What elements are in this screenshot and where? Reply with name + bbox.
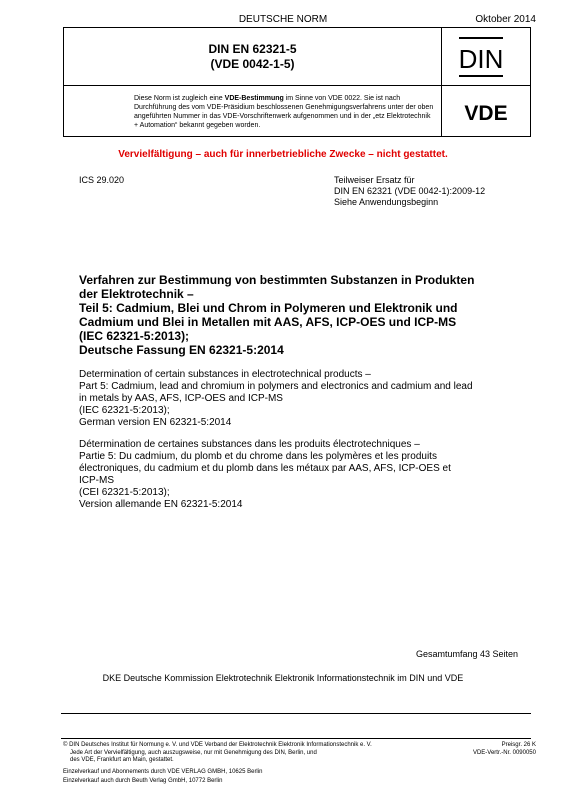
header-box-bottom <box>63 85 531 137</box>
replacement-line: Teilweiser Ersatz für <box>334 175 415 185</box>
title-line: Deutsche Fassung EN 62321-5:2014 <box>79 343 284 357</box>
header-divider-lower <box>441 86 442 136</box>
title-line: Verfahren zur Bestimmung von bestimmten Substanzen in Produkten <box>79 273 475 287</box>
din-logo <box>459 37 503 77</box>
title-line: Determination of certain substances in electrotechnical products – <box>79 369 371 380</box>
vde-vertr-nr: VDE-Vertr.-Nr. 0090050 <box>472 749 536 756</box>
title-line: (IEC 62321-5:2013); <box>79 405 170 416</box>
vde-logo-graphic <box>449 102 524 122</box>
document-number-vde: (VDE 0042-1-5) <box>210 57 295 71</box>
sales-info-vde: Einzelverkauf und Abonnements durch VDE VERLAG GMBH, 10625 Berlin <box>63 769 263 775</box>
document-number-din: DIN EN 62321-5 <box>208 42 297 56</box>
title-line: ICP-MS <box>79 475 114 486</box>
copyright-line: © DIN Deutsches Institut für Normung e. V. und VDE Verband der Elektrotechnik Elektronik Informationstechnik e. V. <box>63 742 372 748</box>
footer-divider-top <box>61 713 531 714</box>
title-line: Cadmium und Blei in Metallen mit AAS, AFS, ICP-OES und ICP-MS <box>79 315 457 329</box>
title-line: der Elektrotechnik – <box>79 287 194 301</box>
reproduction-warning: Vervielfältigung – auch für innerbetriebliche Zwecke – nicht gestattet. <box>118 149 448 160</box>
norm-label: DEUTSCHE NORM <box>238 14 328 25</box>
sales-info-beuth: Einzelverkauf auch durch Beuth Verlag GmbH, 10772 Berlin <box>63 778 223 784</box>
vde-logo <box>449 102 524 122</box>
title-line: German version EN 62321-5:2014 <box>79 417 232 428</box>
vde-note-bold: VDE-Bestimmung <box>224 95 284 102</box>
title-french <box>79 439 529 511</box>
replacement-line: DIN EN 62321 (VDE 0042-1):2009-12 <box>334 186 486 196</box>
price-info <box>473 742 536 757</box>
header-divider <box>441 28 442 85</box>
vde-note-text-2: im Sinne von VDE 0022. Sie ist nach Durchführung des vom VDE-Präsidium beschlossenen Genehmigungsverfahrens unter der oben angeführten Nummer in das VDE-Vorschriftenwerk aufgenommen und in der „etz Elektrotechnik + Automation“ bekannt gegeben worden. <box>134 95 434 129</box>
title-line: in metals by AAS, AFS, ICP-OES and ICP-MS <box>79 393 283 404</box>
footer-divider-bottom <box>61 738 531 739</box>
title-line: Version allemande EN 62321-5:2014 <box>79 499 243 510</box>
din-logo-graphic <box>459 37 503 77</box>
copyright-notice <box>63 742 423 765</box>
title-line: Teil 5: Cadmium, Blei und Chrom in Polymeren und Elektronik und <box>79 301 458 315</box>
title-english <box>79 369 529 429</box>
vde-note-text-1: Diese Norm ist zugleich eine <box>134 95 225 102</box>
title-line: Détermination de certaines substances dans les produits électrotechniques – <box>79 439 420 450</box>
total-pages: Gesamtumfang 43 Seiten <box>415 649 518 659</box>
copyright-line: Jede Art der Vervielfältigung, auch auszugsweise, nur mit Genehmigung des DIN, Berlin, und <box>70 749 317 756</box>
vde-note <box>134 94 434 130</box>
dke-line: DKE Deutsche Kommission Elektrotechnik Elektronik Informationstechnik im DIN und VDE <box>102 673 464 683</box>
title-line: Partie 5: Du cadmium, du plomb et du chrome dans les polymères et les produits <box>79 451 437 462</box>
copyright-line: des VDE, Frankfurt am Main, gestattet. <box>70 757 174 763</box>
title-line: Part 5: Cadmium, lead and chromium in polymers and electronics and cadmium and lead <box>79 381 473 392</box>
replacement-note <box>334 175 485 208</box>
ics-code: ICS 29.020 <box>79 175 125 185</box>
title-line: (IEC 62321-5:2013); <box>79 329 190 343</box>
title-line: électroniques, du cadmium et du plomb dans les métaux par AAS, AFS, ICP-OES et <box>79 463 451 474</box>
price-group: Preisgr. 26 K <box>501 742 536 748</box>
title-line: (CEI 62321-5:2013); <box>79 487 170 498</box>
title-german <box>79 273 529 357</box>
replacement-line: Siehe Anwendungsbeginn <box>334 197 439 207</box>
header-box-top <box>63 27 531 85</box>
din-logo-text: DIN <box>459 44 503 74</box>
publication-date: Oktober 2014 <box>475 14 536 25</box>
document-number <box>64 42 441 72</box>
vde-logo-text: VDE <box>464 102 508 122</box>
